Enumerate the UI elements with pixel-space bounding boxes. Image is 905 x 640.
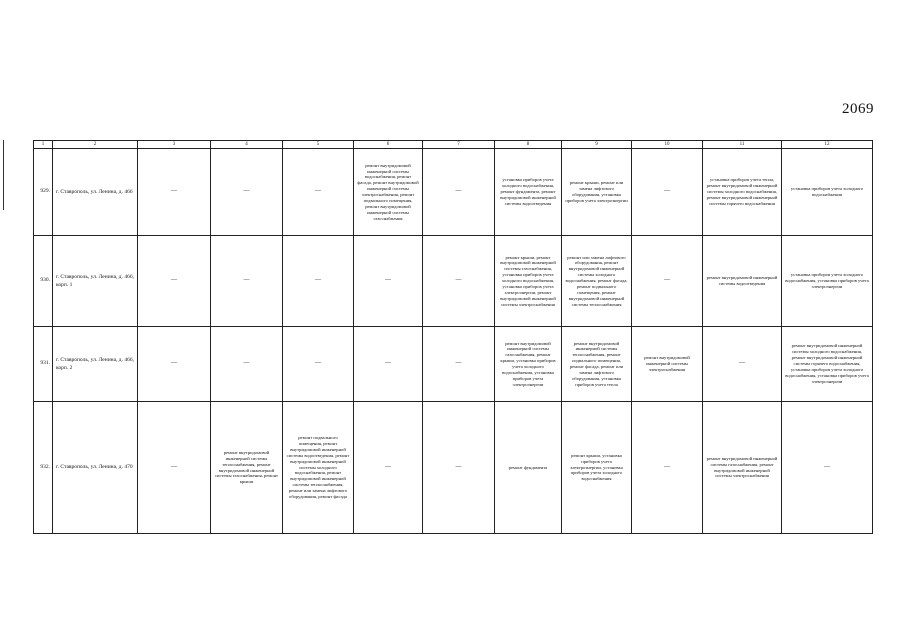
- table-cell: ремонт внутридомовой инженерной системы газоснабжения, ремонт крыши, установка приборов учета холодного водоснабжения, установка приборов учета электроэнергии: [495, 327, 562, 402]
- table-cell: —: [138, 236, 211, 327]
- table-cell: —: [354, 236, 423, 327]
- row-number: 929.: [34, 149, 53, 236]
- scan-margin-mark: [3, 140, 4, 210]
- table-cell: —: [632, 236, 703, 327]
- column-header: 2: [53, 141, 138, 149]
- row-address: г. Ставрополь, ул. Ленина, д. 470: [53, 402, 138, 534]
- table-cell: ремонт фундамента: [495, 402, 562, 534]
- table-cell: —: [138, 327, 211, 402]
- table-cell: —: [211, 327, 283, 402]
- column-number-row: [34, 141, 873, 149]
- table-cell: ремонт подвального помещения, ремонт внутридомовой инженерной системы водоотведения, ремонт внутридомовой инженерной системы холодного водоснабжения, ремонт внутридомовой инженерной системы теплоснабжения, ремонт или замена лифтового оборудования, ремонт фасада: [283, 402, 354, 534]
- table-cell: ремонт внутридомовой инженерной системы газоснабжения, ремонт внутридомовой инженерной системы электроснабжения: [703, 402, 782, 534]
- table-row: [34, 402, 873, 534]
- column-header: 6: [354, 141, 423, 149]
- table-cell: ремонт внутридомовой инженерной системы электроснабжения: [632, 327, 703, 402]
- table-cell: —: [632, 149, 703, 236]
- table-cell: —: [354, 402, 423, 534]
- table-cell: —: [138, 149, 211, 236]
- column-header: 1: [34, 141, 53, 149]
- table-cell: —: [423, 402, 495, 534]
- table-cell: ремонт внутридомовой инженерной системы водоотведения: [703, 236, 782, 327]
- table-cell: установка приборов учета холодного водоснабжения, установка приборов учета электроэнергии: [782, 236, 873, 327]
- column-header: 11: [703, 141, 782, 149]
- row-address: г. Ставрополь, ул. Ленина, д. 466: [53, 149, 138, 236]
- table-row: [34, 327, 873, 402]
- table-cell: —: [283, 149, 354, 236]
- table-cell: установка приборов учета холодного водоснабжения: [782, 149, 873, 236]
- column-header: 9: [562, 141, 632, 149]
- table-cell: —: [211, 149, 283, 236]
- table-cell: —: [423, 327, 495, 402]
- repair-schedule-table: [33, 140, 873, 534]
- table-cell: —: [211, 236, 283, 327]
- row-number: 931.: [34, 327, 53, 402]
- table-cell: —: [632, 402, 703, 534]
- table-cell: —: [283, 236, 354, 327]
- column-header: 12: [782, 141, 873, 149]
- table-cell: —: [354, 327, 423, 402]
- table-cell: ремонт внутридомовой инженерной системы водоснабжения, ремонт фасада, ремонт внутридомовой инженерной системы электроснабжения, ремонт подвального помещения, ремонт внутридомовой инженерной системы газоснабжения: [354, 149, 423, 236]
- row-number: 932.: [34, 402, 53, 534]
- table-cell: —: [703, 327, 782, 402]
- table-cell: —: [283, 327, 354, 402]
- column-header: 3: [138, 141, 211, 149]
- table-cell: —: [423, 236, 495, 327]
- table-cell: —: [423, 149, 495, 236]
- table-cell: ремонт крыши, ремонт внутридомовой инженерной системы газоснабжения, установка приборов учета холодного водоснабжения, установка приборов учета электроэнергии, ремонт внутридомовой инженерной системы электроснабжения: [495, 236, 562, 327]
- table-row: [34, 149, 873, 236]
- table-cell: ремонт внутридомовой инженерной системы теплоснабжения, ремонт подвального помещения, ремонт фасада, ремонт или замена лифтового оборудования, установка приборов учета тепла: [562, 327, 632, 402]
- column-header: 7: [423, 141, 495, 149]
- row-address: г. Ставрополь, ул. Ленина, д. 466, корп. 2: [53, 327, 138, 402]
- column-header: 4: [211, 141, 283, 149]
- table-cell: —: [782, 402, 873, 534]
- table-cell: установка приборов учета холодного водоснабжения, ремонт фундамента, ремонт внутридомовой инженерной системы водоотведения: [495, 149, 562, 236]
- table-cell: установка приборов учета тепла, ремонт внутридомовой инженерной системы холодного водоснабжения, ремонт внутридомовой инженерной системы горячего водоснабжения: [703, 149, 782, 236]
- table-cell: —: [138, 402, 211, 534]
- row-address: г. Ставрополь, ул. Ленина, д. 466, корп. 1: [53, 236, 138, 327]
- table-cell: ремонт внутридомовой инженерной системы теплоснабжения, ремонт внутридомовой инженерной системы газоснабжения, ремонт крыши: [211, 402, 283, 534]
- page-number: 2069: [842, 101, 874, 117]
- column-header: 8: [495, 141, 562, 149]
- column-header: 10: [632, 141, 703, 149]
- table-cell: ремонт крыши, ремонт или замена лифтового оборудования, установка приборов учета электроэнергии: [562, 149, 632, 236]
- column-header: 5: [283, 141, 354, 149]
- table-cell: ремонт внутридомовой инженерной системы холодного водоснабжения, ремонт внутридомовой инженерной системы горячего водоснабжения, установка приборов учета холодного водоснабжения, установка приборов учета электроэнергии: [782, 327, 873, 402]
- table-cell: ремонт крыши, установка приборов учета электроэнергии, установка приборов учета холодного водоснабжения: [562, 402, 632, 534]
- table-cell: ремонт или замена лифтового оборудования, ремонт внутридомовой инженерной системы холодного водоснабжения, ремонт фасада, ремонт подвального помещения, ремонт внутридомовой инженерной системы теплоснабжения: [562, 236, 632, 327]
- row-number: 930.: [34, 236, 53, 327]
- table-row: [34, 236, 873, 327]
